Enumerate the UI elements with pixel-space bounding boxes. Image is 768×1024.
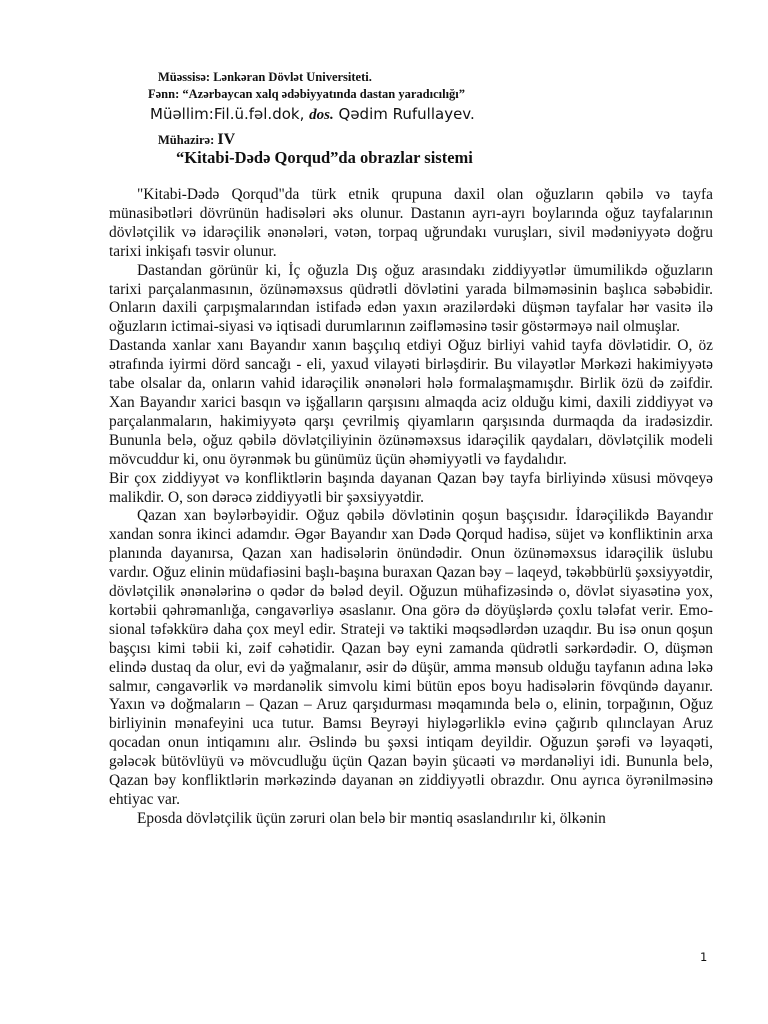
paragraph: Bir çox ziddiyyət və konfliktlərin başında dayanan Qazan bəy tayfa birliyində xüsusi mövqeyə malikdir. O, son dərəcə ziddiyyətli bir şəxsiyyətdir. bbox=[109, 469, 713, 506]
teacher-line bbox=[150, 105, 475, 124]
paragraph: Qazan xan bəylərbəyidir. Oğuz qəbilə dövlətinin qoşun başçısıdır. İdarəçilikdə Bayandır xandan sonra ikinci adamdır. Əgər Bayandır xan Dədə Qorqud hadisə, süjet və konfliktinin arxa planında dayanırsa, Qazan xan hadisələrin önündədir. Onun özünəməxsus idarəçilik üslubu vardır. Oğuz elinin müdafiəsini başlı-başına buraxan Qazan bəy – laqeyd, təkəbbürlü şəxsiyyətdir, dövlətçilik ənənələrinə o qədər də bələd deyil. Oğuzun mühafizəsində o, dövlət siyasətinə yox, kortəbii qəhrəmanlığa, cəngavərliyə əsaslanır. Ona görə də döyüşlərdə çoxlu tələfat verir. Emosional təfəkkürə daha çox meyl edir. Strateji və taktiki məqsədlərdən uzaqdır. Bu isə onun qoşun başçısı kimi təbii ki, zəif cəhətidir. Qazan bəy eyni zamanda qüdrətli sərkərdədir. O, düşmən elində dustaq da olur, evi də yağmalanır, əsir də düşür, amma mənsub olduğu tayfanın adına ləkə salmır, cəngavərlik və mərdanəlik simvolu kimi bütün epos boyu hadisələrin fövqündə dayanır. Yaxın və doğmaların – Qazan – Aruz qarşıdurması məqamında belə o, elinin, torpağının, Oğuz birliyinin mənafeyini uca tutur. Bamsı Beyrəyi hiyləgərliklə evinə çağırıb qılınclayan Aruz qocadan onun intiqamını alır. Əslində bu şəxsi intiqam deyildir. Oğuzun şərəfi və ləyaqəti, gələcək bütövlüyü və mövcudluğu üçün Qazan bəyin şücaəti və mərdanəliyi idi. Bununla belə, Qazan bəy konfliktlərin mərkəzində dayanan ən ziddiyyətli obrazdır. Onu ayrıca öyrənilməsinə ehtiyac var. bbox=[109, 507, 713, 808]
teacher-title: dos. bbox=[309, 107, 334, 123]
lecture-label: Mühazirə: bbox=[158, 133, 215, 147]
teacher-prefix: Müəllim:Fil.ü.fəl.dok, bbox=[150, 105, 305, 123]
lecture-number: IV bbox=[217, 131, 236, 148]
paragraph: Dastandan görünür ki, İç oğuzla Dış oğuz arasındakı ziddiyyətlər ümumilikdə oğuzların tarixi parçalanmasının, özünəməxsus qüdrətli dövlətini yarada bilməməsinin başlıca səbəbidir. Onların daxili çarpışmalarından istifadə edən yaxın ərazilərdəki düşmən tayfalar hər vasitə ilə oğuzların ictimai-siyasi və iqtisadi durumlarının zəifləməsinə təsir göstərməyə nail olmuşlar. bbox=[109, 261, 713, 336]
lecture-title: “Kitabi-Dədə Qorqud”da obrazlar sistemi bbox=[176, 148, 473, 167]
lecture-line bbox=[158, 131, 235, 149]
paragraph: Eposda dövlətçilik üçün zəruri olan belə bir məntiq əsaslandırılır ki, ölkənin bbox=[137, 809, 606, 827]
institution-line: Müəssisə: Lənkəran Dövlət Universiteti. bbox=[158, 70, 372, 84]
paragraph: Dastanda xanlar xanı Bayandır xanın başçılıq etdiyi Oğuz birliyi vahid tayfa dövlətidir. O, öz ətrafında iyirmi dörd sancağı - eli, yaxud vilayəti birləşdirir. Bu vilayətlər Mərkəzi hakimiyyətə tabe olsalar da, onların vahid idarəçilik ənənələri hələ formalaşmamışdır. Birlik özü də zəifdir. Xan Bayandır xarici basqın və işğalların qarşısını almaqda aciz olduğu kimi, daxili ziddiyyət və parçalanmaların, hakimiyyətə qarşı çevrilmiş qiyamların qarşısında durmaqda da iradəsizdir. Bununla belə, oğuz qəbilə dövlətçiliyinin özünəməxsus idarəçilik qaydaları, dövlətçilik modeli mövcuddur ki, onu öyrənmək bu günümüz üçün əhəmiyyətli və faydalıdır. bbox=[109, 337, 713, 468]
paragraph: "Kitabi-Dədə Qorqud"da türk etnik qrupuna daxil olan oğuzların qəbilə və tayfa münasibətləri dövrünün hadisələri əks olunur. Dastanın ayrı-ayrı boylarında oğuz tayfalarının dövlətçilik və idarəçilik ənənələri, vətən, torpaq uğrundakı vuruşları, sivil mədəniyyətə doğru tarixi inkişafı təsvir olunur. bbox=[109, 186, 713, 260]
page-number: 1 bbox=[700, 950, 708, 964]
subject-line: Fənn: “Azərbaycan xalq ədəbiyyatında dastan yaradıcılığı” bbox=[148, 87, 466, 101]
body-text bbox=[109, 186, 713, 829]
teacher-name: Qədim Rufullayev. bbox=[338, 105, 475, 123]
